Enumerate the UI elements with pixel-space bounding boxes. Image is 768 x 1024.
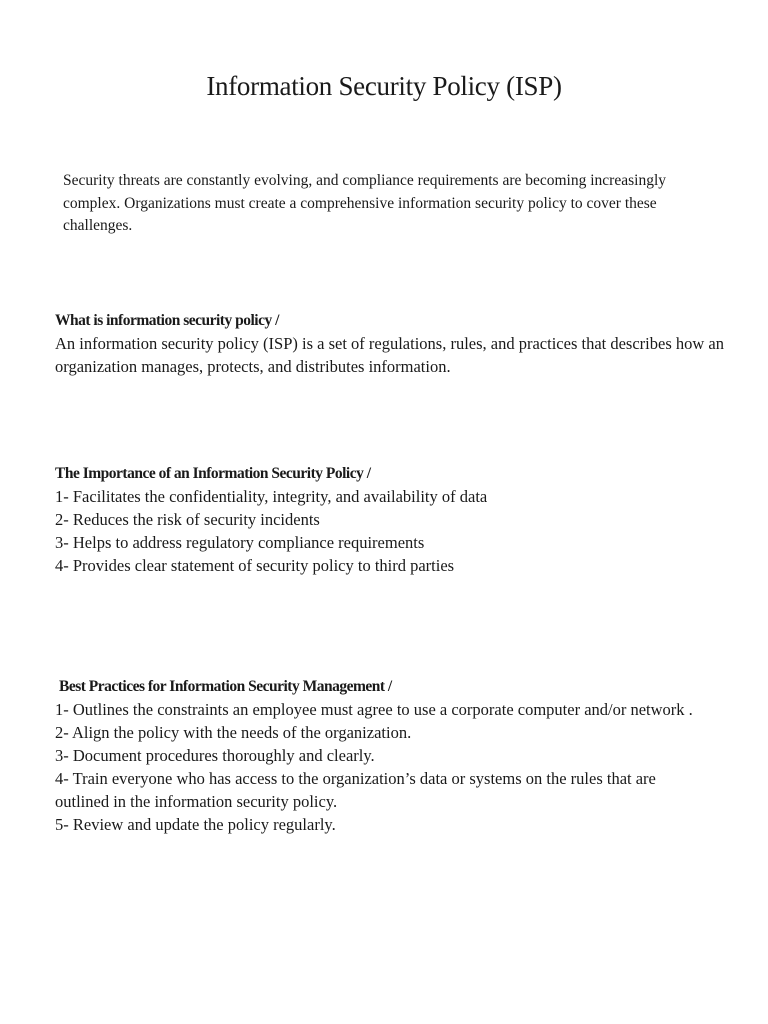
section-heading-what: What is information security policy / (55, 312, 279, 329)
section-heading-importance: The Importance of an Information Security Policy / (55, 465, 371, 482)
list-item: 5- Review and update the policy regularly. (55, 815, 336, 834)
section-what-is-isp (55, 309, 745, 378)
list-item: 2- Align the policy with the needs of the organization. (55, 723, 412, 742)
list-item: 3- Helps to address regulatory compliance requirements (55, 533, 425, 552)
section-best-practices (55, 675, 695, 836)
list-item: 3- Document procedures thoroughly and clearly. (55, 746, 375, 765)
document-title: Information Security Policy (ISP) (206, 71, 562, 101)
list-item: 2- Reduces the risk of security incidents (55, 510, 320, 529)
list-item: 4- Provides clear statement of security policy to third parties (55, 556, 455, 575)
list-item: 4- Train everyone who has access to the organization’s data or systems on the rules that are outlined in the information security policy. (55, 769, 656, 811)
section-text-what: An information security policy (ISP) is a set of regulations, rules, and practices that describes how an organization manages, protects, and distributes information. (55, 334, 724, 376)
list-item: 1- Facilitates the confidentiality, integrity, and availability of data (55, 487, 488, 506)
intro-paragraph: Security threats are constantly evolving, and compliance requirements are becoming increasingly complex. Organizations must create a comprehensive information security policy to cover these challenges. (63, 172, 666, 234)
section-heading-best-practices: Best Practices for Information Security Management / (59, 678, 392, 695)
section-importance (55, 462, 755, 577)
list-item: 1- Outlines the constraints an employee must agree to use a corporate computer and/or network . (55, 700, 693, 719)
